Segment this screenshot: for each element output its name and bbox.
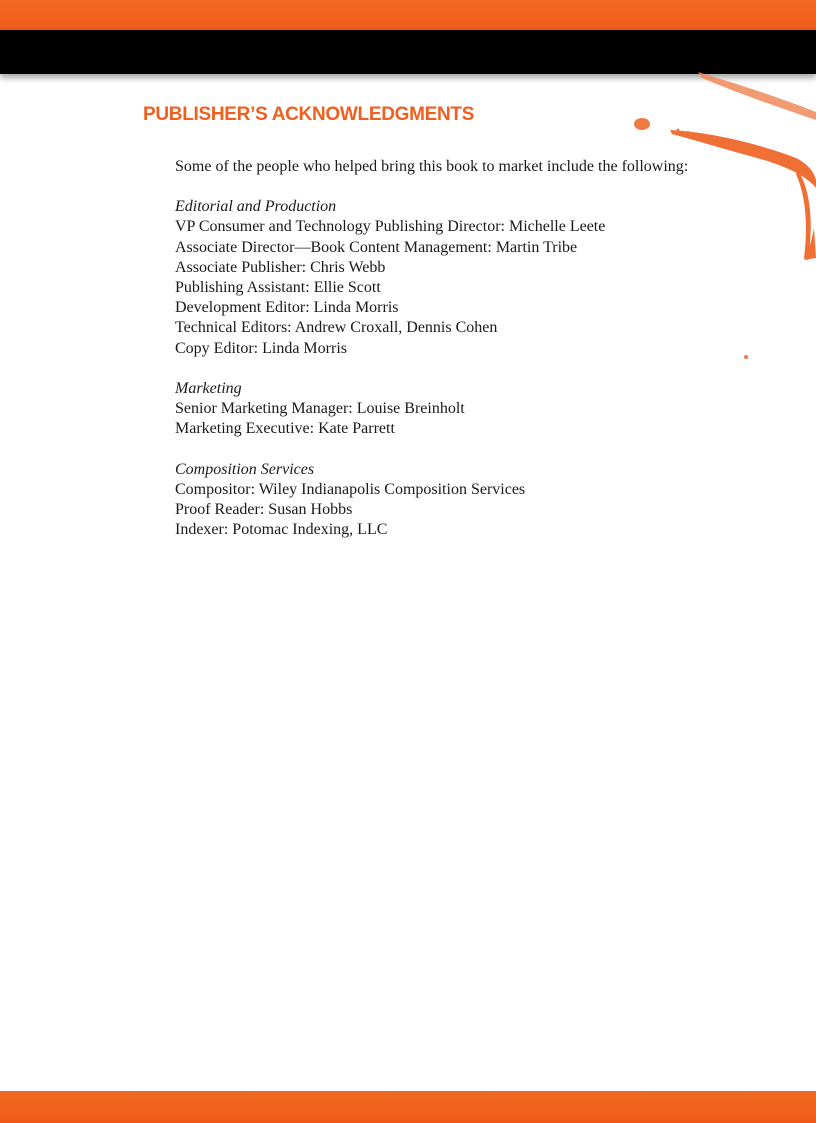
- credit-line: Marketing Executive: Kate Parrett: [175, 420, 395, 438]
- section-heading: Marketing: [175, 380, 242, 398]
- top-orange-band: [0, 0, 816, 30]
- credit-line: VP Consumer and Technology Publishing Director: Michelle Leete: [175, 218, 606, 236]
- credit-line: Indexer: Potomac Indexing, LLC: [175, 521, 388, 539]
- acknowledgments-body: [175, 157, 735, 561]
- credit-line: Development Editor: Linda Morris: [175, 299, 399, 317]
- credit-line: Technical Editors: Andrew Croxall, Dennis Cohen: [175, 319, 498, 337]
- credit-line: Copy Editor: Linda Morris: [175, 339, 347, 357]
- credit-line: Associate Publisher: Chris Webb: [175, 258, 386, 276]
- intro-text: Some of the people who helped bring this book to market include the following:: [175, 158, 689, 175]
- section-marketing: [175, 379, 735, 440]
- section-heading: Composition Services: [175, 460, 315, 478]
- credit-line: Associate Director—Book Content Management: Martin Tribe: [175, 238, 578, 256]
- credit-line: Proof Reader: Susan Hobbs: [175, 501, 353, 519]
- section-heading: Editorial and Production: [175, 198, 337, 216]
- section-editorial: [175, 197, 735, 359]
- credit-line: Compositor: Wiley Indianapolis Composition Services: [175, 481, 526, 499]
- page-title: PUBLISHER’S ACKNOWLEDGMENTS: [143, 104, 475, 125]
- section-composition: [175, 460, 735, 541]
- credit-line: Senior Marketing Manager: Louise Breinholt: [175, 400, 465, 418]
- credit-line: Publishing Assistant: Ellie Scott: [175, 279, 381, 297]
- bottom-orange-band: [0, 1091, 816, 1123]
